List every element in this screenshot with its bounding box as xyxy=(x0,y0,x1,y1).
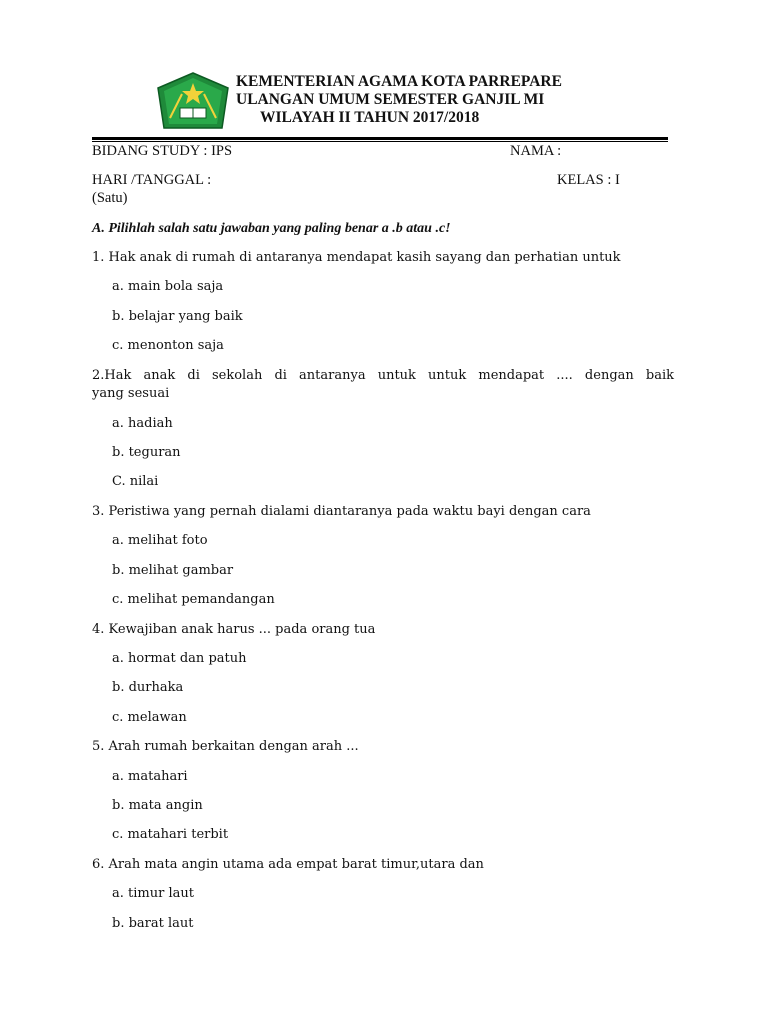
header-divider-thin xyxy=(92,141,668,142)
header-region-year: WILAYAH II TAHUN 2017/2018 xyxy=(260,109,480,126)
header-ministry: KEMENTERIAN AGAMA KOTA PARREPARE xyxy=(236,73,562,90)
q5-option-b: b. mata angin xyxy=(112,798,203,813)
question-2-line1: 2.Hak anak di sekolah di antaranya untuk untuk mendapat .... dengan baik xyxy=(92,368,674,383)
name-field: NAMA : xyxy=(510,143,562,159)
q5-option-c: c. matahari terbit xyxy=(112,827,229,842)
q4-option-a: a. hormat dan patuh xyxy=(112,651,247,666)
q3-option-c: c. melihat pemandangan xyxy=(112,592,275,607)
question-6: 6. Arah mata angin utama ada empat barat timur,utara dan xyxy=(92,857,484,872)
question-4: 4. Kewajiban anak harus ... pada orang tua xyxy=(92,622,376,637)
header-exam-title: ULANGAN UMUM SEMESTER GANJIL MI xyxy=(236,91,545,108)
instruction-text: A. Pilihlah salah satu jawaban yang paling benar a .b atau .c! xyxy=(92,221,451,236)
question-1: 1. Hak anak di rumah di antaranya mendapat kasih sayang dan perhatian untuk xyxy=(92,250,621,265)
q1-option-b: b. belajar yang baik xyxy=(112,309,243,324)
kemenag-emblem-icon xyxy=(156,72,230,130)
q3-option-b: b. melihat gambar xyxy=(112,563,234,578)
q2-option-c: C. nilai xyxy=(112,474,159,489)
q6-option-b: b. barat laut xyxy=(112,916,194,931)
question-5: 5. Arah rumah berkaitan dengan arah ... xyxy=(92,739,359,754)
question-3: 3. Peristiwa yang pernah dialami diantaranya pada waktu bayi dengan cara xyxy=(92,504,591,519)
class-field: KELAS : I xyxy=(557,172,620,188)
q1-option-c: c. menonton saja xyxy=(112,338,224,353)
q6-option-a: a. timur laut xyxy=(112,886,194,901)
q2-option-b: b. teguran xyxy=(112,445,181,460)
q3-option-a: a. melihat foto xyxy=(112,533,208,548)
date-field: HARI /TANGGAL : xyxy=(92,172,212,188)
class-note: (Satu) xyxy=(92,190,128,206)
question-2-line2: yang sesuai xyxy=(92,386,170,401)
q4-option-b: b. durhaka xyxy=(112,680,184,695)
q2-option-a: a. hadiah xyxy=(112,416,173,431)
header-divider-thick xyxy=(92,137,668,140)
subject-field: BIDANG STUDY : IPS xyxy=(92,143,233,159)
q4-option-c: c. melawan xyxy=(112,710,187,725)
document-header xyxy=(236,73,656,127)
q1-option-a: a. main bola saja xyxy=(112,279,224,294)
q5-option-a: a. matahari xyxy=(112,769,188,784)
